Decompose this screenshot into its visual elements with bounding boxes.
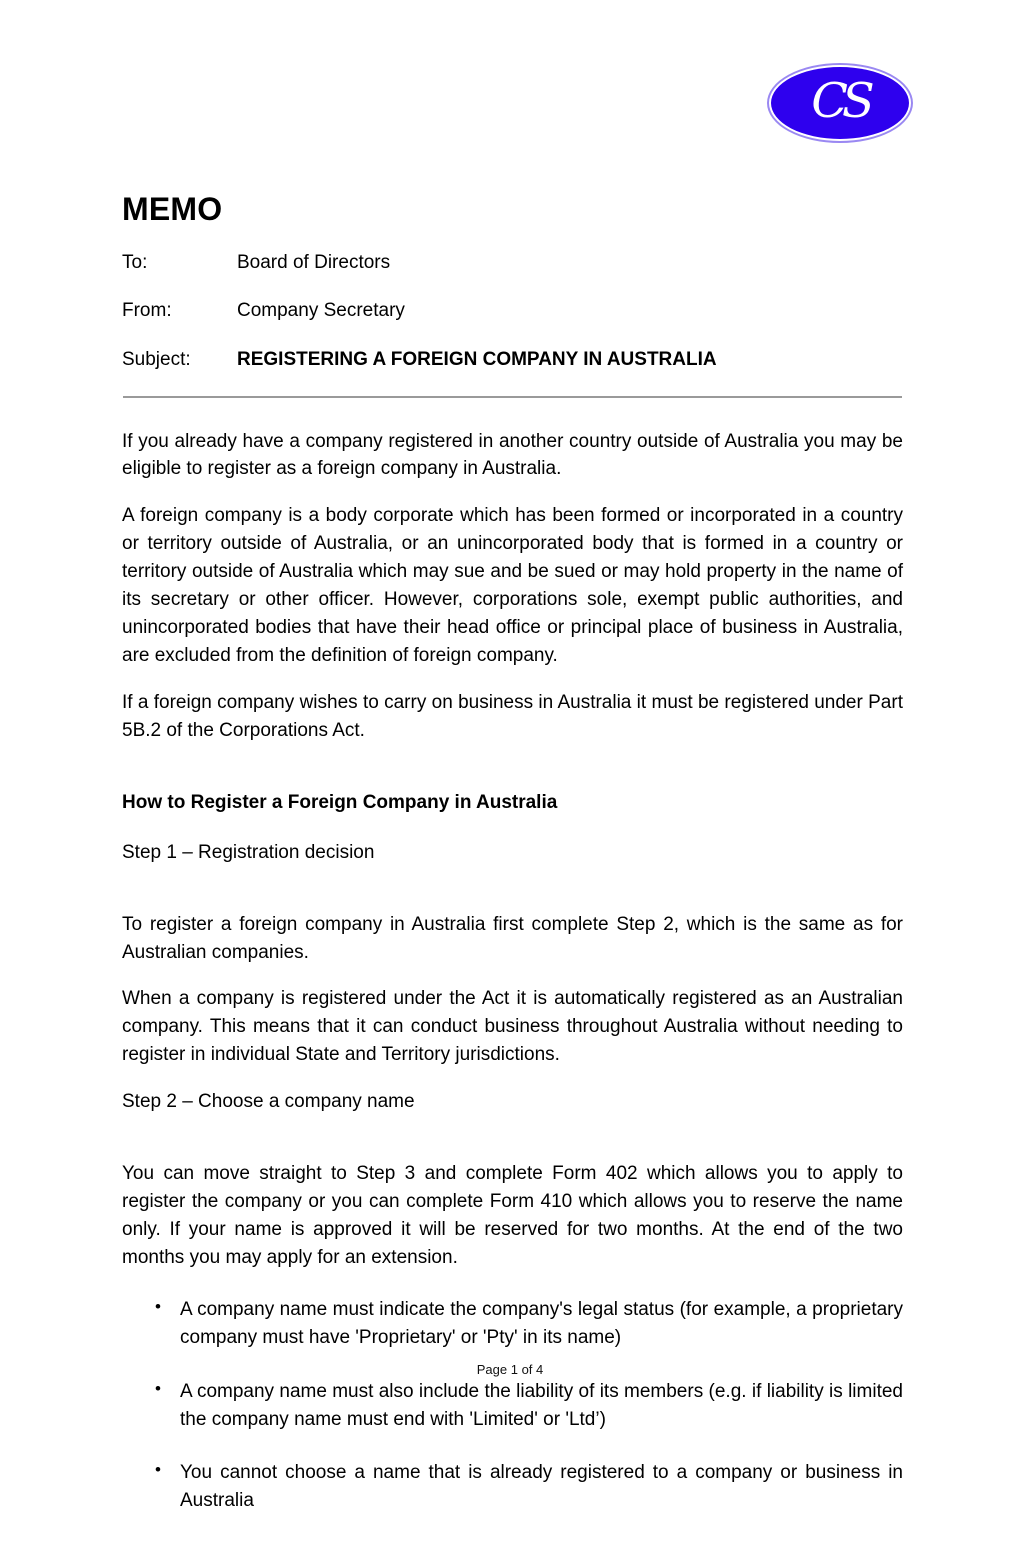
page-title: MEMO	[122, 191, 223, 227]
memo-field-subject-value: REGISTERING A FOREIGN COMPANY IN AUSTRALIA	[237, 348, 717, 370]
memo-field-from-value: Company Secretary	[237, 300, 405, 322]
step-2-heading: Step 2 – Choose a company name	[122, 1091, 415, 1113]
memo-header-fields	[122, 250, 903, 373]
paragraph-registration-requirement: If a foreign company wishes to carry on business in Australia it must be registered under Part 5B.2 of the Corporations Act.	[122, 691, 903, 741]
list-item: • A company name must indicate the company's legal status (for example, a proprietary company must have 'Proprietary' or 'Pty' in its name)	[122, 1296, 903, 1352]
page-footer: Page 1 of 4	[476, 1362, 544, 1377]
memo-field-to-value: Board of Directors	[237, 251, 391, 273]
memo-field-to	[122, 250, 903, 276]
header-divider	[123, 396, 902, 398]
memo-field-subject	[122, 347, 903, 373]
logo-monogram-text: CS	[811, 73, 869, 129]
memo-field-from-label: From:	[122, 300, 172, 322]
section-heading-how-to-register: How to Register a Foreign Company in Australia	[122, 791, 558, 813]
paragraph-step1-body: To register a foreign company in Australia first complete Step 2, which is the same as for Australian companies.	[122, 913, 903, 963]
paragraph-act-registration: When a company is registered under the Act it is automatically registered as an Australian company. This means that it can conduct business throughout Australia without needing to register in individual State and Territory jurisdictions.	[122, 988, 903, 1066]
list-item: • You cannot choose a name that is already registered to a company or business in Australia	[122, 1459, 903, 1515]
document-content	[122, 0, 903, 1541]
body-text	[122, 428, 903, 1516]
memo-field-from	[122, 298, 903, 324]
paragraph-intro: If you already have a company registered in another country outside of Australia you may be eligible to register as a foreign company in Australia.	[122, 430, 903, 480]
step-1-heading: Step 1 – Registration decision	[122, 841, 375, 863]
paragraph-step2-body: You can move straight to Step 3 and complete Form 402 which allows you to apply to register the company or you can complete Form 410 which allows you to reserve the name only. If your name is approved it will be reserved for two months. At the end of the two months you may apply for an extension.	[122, 1163, 903, 1268]
company-name-rules-list	[122, 1296, 903, 1516]
list-item: • A company name must also include the liability of its members (e.g. if liability is limited the company name must end with 'Limited' or 'Ltd’)	[122, 1378, 903, 1434]
memo-field-subject-label: Subject:	[122, 348, 191, 370]
paragraph-definition: A foreign company is a body corporate which has been formed or incorporated in a country or territory outside of Australia, or an unincorporated body that is formed in a country or territory outside of Australia which may sue and be sued or may hold property in the name of its secretary or other officer. However, corporations sole, exempt public authorities, and unincorporated bodies that have their head office or principal place of business in Australia, are excluded from the definition of foreign company.	[122, 505, 903, 666]
memo-field-to-label: To:	[122, 251, 148, 273]
